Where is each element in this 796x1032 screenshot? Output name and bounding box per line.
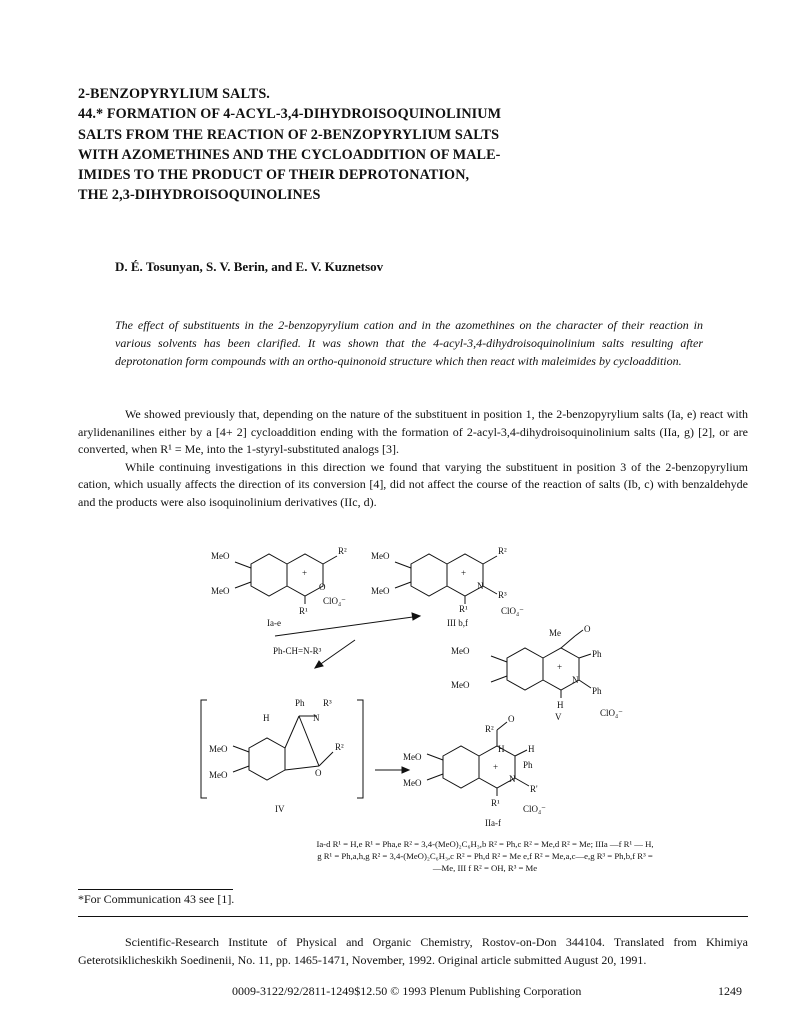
abstract: The effect of substituents in the 2-benzopyrylium cation and in the azomethines on the character of their reaction in various solvents has been clarified. It was shown that the 4-acyl-3,4-dihydroisoquinolinium salts resulting after deprotonation form compounds with an ortho-quinonoid structure which then react with maleimides by cycloaddition. (115, 318, 703, 368)
v-clo4-label: ClO₄⁻ (600, 708, 623, 718)
compound-label-iii: III b,f (447, 618, 468, 628)
arrow-to-iii (275, 616, 420, 636)
author-list: D. É. Tosunyan, S. V. Berin, and E. V. Kuznetsov (115, 259, 384, 274)
iv-meo-label-1: MeO (209, 744, 228, 754)
iv-r3-label: R³ (323, 698, 332, 708)
footnote-divider (78, 889, 233, 890)
body-paragraph: While continuing investigations in this direction we found that varying the substituent in position 3 of the 2-benzopyrylium cation, which usually affects the direction of its conversion [4], did not affect the course of the reaction of salts (Ib, c) with benzaldehyde and the products were also isoquinolinium derivatives (IIc, d). (78, 459, 748, 509)
iv-left-bracket (201, 700, 207, 798)
iv-meo-label-2: MeO (209, 770, 228, 780)
iia-rprime-label: R' (530, 784, 538, 794)
compound-iia-meo-bond-1 (427, 754, 443, 760)
article-title (78, 84, 718, 206)
ia-plus-label: + (302, 568, 308, 578)
compound-iii-r3-bond (483, 586, 497, 594)
compound-iv-bridge-3 (299, 716, 319, 766)
v-ph-label: Ph (592, 649, 602, 659)
compound-iv-meo-bond-2 (233, 766, 249, 772)
ia-r1-label: R¹ (299, 606, 308, 616)
affiliation-divider (78, 916, 748, 917)
compound-label-iv: IV (275, 804, 285, 814)
v-plus-label: + (557, 662, 563, 672)
arrow-to-iia-head (402, 767, 409, 773)
iia-r1-label: R¹ (491, 798, 500, 808)
iii-meo-label-1: MeO (371, 551, 390, 561)
compound-iia-carbonyl-bond (497, 722, 507, 730)
compound-iii-r2-bond (483, 556, 497, 564)
compound-v-carbonyl-bond (575, 630, 583, 636)
compound-iii-benzene-ring (411, 554, 447, 596)
iii-clo4-label: ClO₄⁻ (501, 606, 524, 616)
compound-iv-meo-bond-1 (233, 746, 249, 752)
ia-clo4-label: ClO₄⁻ (323, 596, 346, 606)
iia-meo-label-2: MeO (403, 778, 422, 788)
compound-label-iia: IIa-f (485, 818, 501, 828)
iia-plus-label: + (493, 762, 499, 772)
ia-meo-label-1: MeO (211, 551, 230, 561)
iii-r2-label: R² (498, 546, 507, 556)
body-paragraph: We showed previously that, depending on the nature of the substituent in position 1, the 2-benzopyrylium salts (Ia, e) react with arylidenanilines either by a [4+ 2] cycloaddition ending with the formation of 2-acyl-3,4-dihydroisoquinolinium salts (IIa, g) [2], or are converted, when R¹ = Me, into the 1-styryl-substituted analogs [3]. (78, 407, 748, 457)
reagent-label: Ph-CH=N-R³ (273, 646, 322, 656)
compound-iv-bridge-1 (285, 716, 299, 748)
scheme-legend (195, 838, 775, 874)
compound-v-meo-bond-2 (491, 676, 507, 682)
iia-h-label-2: H (528, 744, 535, 754)
iia-ph-label: Ph (523, 760, 533, 770)
v-h-label: H (557, 700, 564, 710)
compound-ia-r2-bond (323, 556, 337, 564)
legend-line: g R¹ = Ph,a,h,g R² = 3,4-(MeO)₂C₆H₃,c R² = Ph,d R² = Me e,f R² = Me,a,c—e,g R³ = Ph,b,f R³ = (317, 851, 653, 861)
affiliation-note: Scientific-Research Institute of Physical and Organic Chemistry, Rostov-on-Don 344104. Translated from Khimiya Geterotsiklicheskikh Soedinenii, No. 11, pp. 1465-1471, November, 1992. Original article submitted August 20, 1991. (78, 935, 748, 967)
title-line: THE 2,3-DIHYDROISOQUINOLINES (78, 187, 321, 204)
iv-ph-label: Ph (295, 698, 305, 708)
iv-nitrogen-label: N (313, 713, 320, 723)
v-meo-label-2: MeO (451, 680, 470, 690)
arrow-to-iii-head (412, 613, 420, 620)
ia-r2-label: R² (338, 546, 347, 556)
iia-meo-label-1: MeO (403, 752, 422, 762)
ia-meo-label-2: MeO (211, 586, 230, 596)
iv-oxygen-label: O (315, 768, 322, 778)
compound-iii-meo-bond-1 (395, 562, 411, 568)
v-oxygen-label: O (584, 624, 591, 634)
compound-v-meo-bond-1 (491, 656, 507, 662)
iia-oxygen-label: O (508, 714, 515, 724)
iia-r2-label: R² (485, 724, 494, 734)
iia-h-label-1: H (498, 744, 505, 754)
iii-plus-label: + (461, 568, 467, 578)
compound-label-v: V (555, 712, 562, 722)
iii-r1-label: R¹ (459, 604, 468, 614)
reaction-scheme-drawing (195, 540, 765, 840)
compound-iv-benzene-ring (249, 738, 285, 780)
iii-meo-label-2: MeO (371, 586, 390, 596)
compound-ia-meo-bond-1 (235, 562, 251, 568)
compound-label-ia: Ia-e (267, 618, 281, 628)
compound-v-benzene-ring (507, 648, 543, 690)
compound-iv-r2-bond (319, 752, 333, 766)
reaction-scheme (195, 540, 765, 885)
title-line: IMIDES TO THE PRODUCT OF THEIR DEPROTONATION, (78, 167, 470, 184)
compound-ia-meo-bond-2 (235, 582, 251, 588)
title-line: 2-BENZOPYRYLIUM SALTS. (78, 86, 270, 102)
arrow-to-iv-head (315, 661, 323, 668)
v-me-label: Me (549, 628, 561, 638)
title-line: WITH AZOMETHINES AND THE CYCLOADDITION OF MALE- (78, 146, 501, 163)
compound-v-ph-bond (579, 654, 591, 658)
compound-iia-meo-bond-2 (427, 774, 443, 780)
title-line: 44.* FORMATION OF 4-ACYL-3,4-DIHYDROISOQUINOLINIUM (78, 106, 502, 123)
iii-r3-label: R³ (498, 590, 507, 600)
footnote: *For Communication 43 see [1]. (78, 892, 235, 906)
compound-iia-benzene-ring (443, 746, 479, 788)
title-line: SALTS FROM THE REACTION OF 2-BENZOPYRYLIUM SALTS (78, 126, 500, 143)
legend-line: —Me, III f R² = OH, R³ = Me (432, 863, 538, 873)
v-meo-label-1: MeO (451, 646, 470, 656)
compound-v-nph-bond (579, 680, 591, 688)
compound-iv-bridge-4 (285, 766, 319, 770)
copyright-line: 0009-3122/92/2811-1249$12.50 © 1993 Plenum Publishing Corporation (232, 984, 582, 998)
v-nitrogen-label: N (572, 675, 579, 685)
page-number: 1249 (718, 984, 742, 998)
compound-iii-meo-bond-2 (395, 582, 411, 588)
compound-iia-rprime-bond (515, 778, 529, 786)
iia-clo4-label: ClO₄⁻ (523, 804, 546, 814)
compound-ia-benzene-ring (251, 554, 287, 596)
iv-h-label: H (263, 713, 270, 723)
iv-r2-label: R² (335, 742, 344, 752)
ia-oxygen-label: O (319, 582, 326, 592)
legend-line: Ia-d R¹ = H,e R¹ = Pha,e R² = 3,4-(MeO)₂C₆H₃,b R² = Ph,c R² = Me,d R² = Me; IIIa —f R¹ — H, (316, 839, 654, 849)
compound-iia-h-bond (515, 750, 527, 756)
v-nph-label: Ph (592, 686, 602, 696)
iia-nitrogen-label: N (509, 774, 516, 784)
iii-nitrogen-label: N (477, 581, 484, 591)
compound-v-acyl-bond (561, 636, 575, 648)
body-text (78, 406, 748, 512)
iv-right-bracket (357, 700, 363, 798)
